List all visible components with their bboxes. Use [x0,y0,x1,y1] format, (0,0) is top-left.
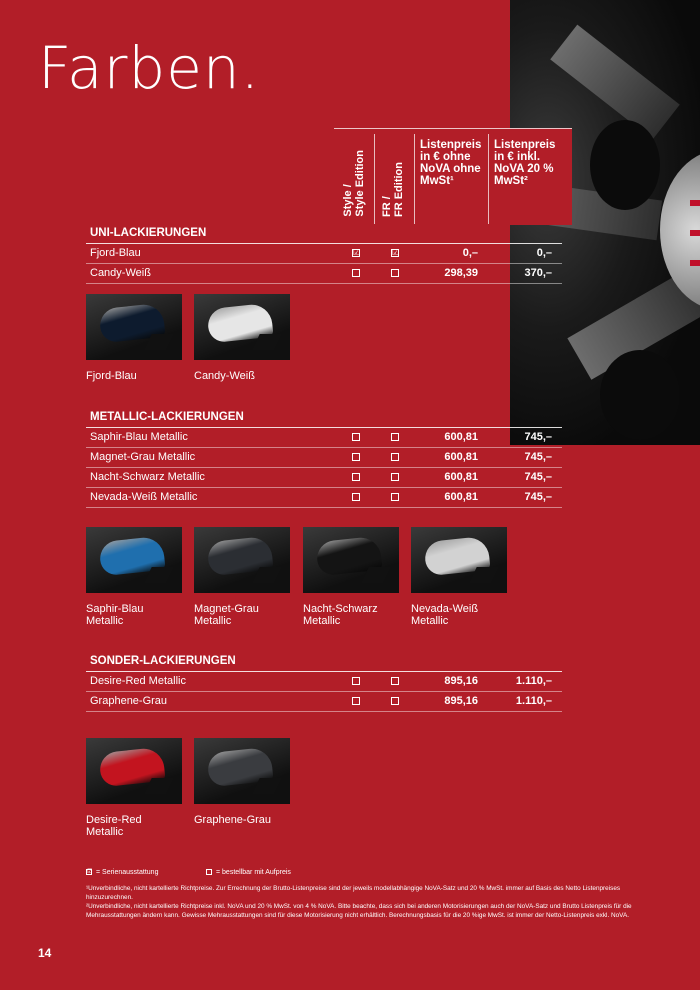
page-number: 14 [38,946,52,960]
price-gross: 745,– [524,451,552,463]
color-swatch [194,294,290,382]
section-metallic [86,408,562,508]
price-net: 895,16 [444,695,478,707]
color-swatch [86,738,182,838]
swatch-label: Fjord-Blau [86,370,137,382]
color-name: Saphir-Blau Metallic [90,431,188,443]
price-net: 600,81 [444,491,478,503]
table-row [86,264,562,284]
price-net: 895,16 [444,675,478,687]
color-name: Graphene-Grau [90,695,168,707]
swatch-label: Candy-Weiß [194,370,255,382]
table-row [86,692,562,712]
price-gross: 1.110,– [515,675,552,687]
column-divider [374,134,375,224]
swatch-label: Desire-Red Metallic [86,814,142,838]
legend-standard-label: = Serienausstattung [96,869,159,876]
empty-box-icon [206,869,212,875]
checkbox-icon [391,493,399,501]
color-swatch [194,527,290,627]
section-uni [86,224,562,284]
footnote-2: ²Unverbindliche, nicht kartellierte Richtpreise inkl. NoVA und 20 % MwSt. von 4 % NoVA. Bitte beachte, dass sich bei anderen Motorisierungen auch der NoVA-Satz und Brutto Listenpreis für die Mehrausstattungen ändern kann. Gewisse Mehrausstattungen sind für diese Motorisierung nicht erhältlich. Berechnungsbasis für die 20 %ige MwSt. ist immer der Netto-Listenpreis exkl. NoVA. [86,903,632,919]
color-name: Nacht-Schwarz Metallic [90,471,205,483]
price-net: 600,81 [444,431,478,443]
price-net: 600,81 [444,471,478,483]
swatch-label: Saphir-Blau Metallic [86,603,144,627]
swatch-label: Graphene-Grau [194,814,272,826]
price-net: 600,81 [444,451,478,463]
table-row [86,244,562,264]
color-swatch [411,527,507,627]
column-header-price-net: Listenpreis in € ohne NoVA ohne MwSt¹ [420,139,482,187]
color-name: Magnet-Grau Metallic [90,451,196,463]
table-row [86,428,562,448]
checkbox-icon [391,269,399,277]
color-name: Fjord-Blau [90,247,141,259]
table-row [86,672,562,692]
table-row [86,488,562,508]
mirror-image [86,527,182,593]
mirror-image [303,527,399,593]
checkbox-icon [352,493,360,501]
color-name: Candy-Weiß [90,267,151,279]
price-gross: 745,– [524,491,552,503]
color-swatch [86,527,182,627]
price-net: 0,– [462,247,478,259]
color-swatch [303,527,399,627]
section-special [86,652,562,712]
column-divider [488,134,489,224]
column-header-fr: FR / FR Edition [381,162,405,217]
checkbox-icon [391,697,399,705]
checked-box-icon: ☑ [87,869,93,876]
legend-optional [206,869,291,876]
mirror-image [194,294,290,360]
table-row [86,468,562,488]
mirror-image [86,294,182,360]
checkbox-icon [391,473,399,481]
price-gross: 370,– [524,267,552,279]
table-header [334,128,572,225]
mirror-image [194,738,290,804]
legend-optional-label: = bestellbar mit Aufpreis [216,869,291,876]
checkbox-icon: ☑ [353,248,361,257]
swatch-label: Magnet-Grau Metallic [194,603,259,627]
mirror-image [194,527,290,593]
color-name: Desire-Red Metallic [90,675,186,687]
color-swatch [86,294,182,382]
checkbox-icon [352,453,360,461]
mirror-image [411,527,507,593]
price-net: 298,39 [444,267,478,279]
mirror-image [86,738,182,804]
checkbox-icon [391,433,399,441]
checkbox-icon: ☑ [392,248,400,257]
table-row [86,448,562,468]
page-title: Farben. [38,34,261,102]
checkbox-icon [352,677,360,685]
color-name: Nevada-Weiß Metallic [90,491,198,503]
footnote-1: ¹Unverbindliche, nicht kartellierte Richtpreise. Zur Errechnung der Brutto-Listenpreise sind der jeweils modellabhängige NoVA-Satz und 20 % MwSt. immer auf Basis des Netto Listenpreises hinzuzurechnen. [86,885,621,901]
price-gross: 745,– [524,471,552,483]
price-gross: 0,– [536,247,552,259]
section-title: METALLIC-LACKIERUNGEN [86,408,562,428]
column-header-style: Style / Style Edition [342,150,366,217]
column-header-price-gross: Listenpreis in € inkl. NoVA 20 % MwSt² [494,139,556,187]
section-title: UNI-LACKIERUNGEN [86,224,562,244]
legend-standard [86,869,158,876]
swatch-label: Nacht-Schwarz Metallic [303,603,378,627]
checkbox-icon [352,269,360,277]
checkbox-icon [352,473,360,481]
checkbox-icon [391,677,399,685]
swatch-label: Nevada-Weiß Metallic [411,603,479,627]
checkbox-icon [352,433,360,441]
checkbox-icon [352,697,360,705]
section-title: SONDER-LACKIERUNGEN [86,652,562,672]
price-gross: 1.110,– [515,695,552,707]
price-gross: 745,– [524,431,552,443]
color-swatch [194,738,290,826]
checkbox-icon [391,453,399,461]
column-divider [414,134,415,224]
